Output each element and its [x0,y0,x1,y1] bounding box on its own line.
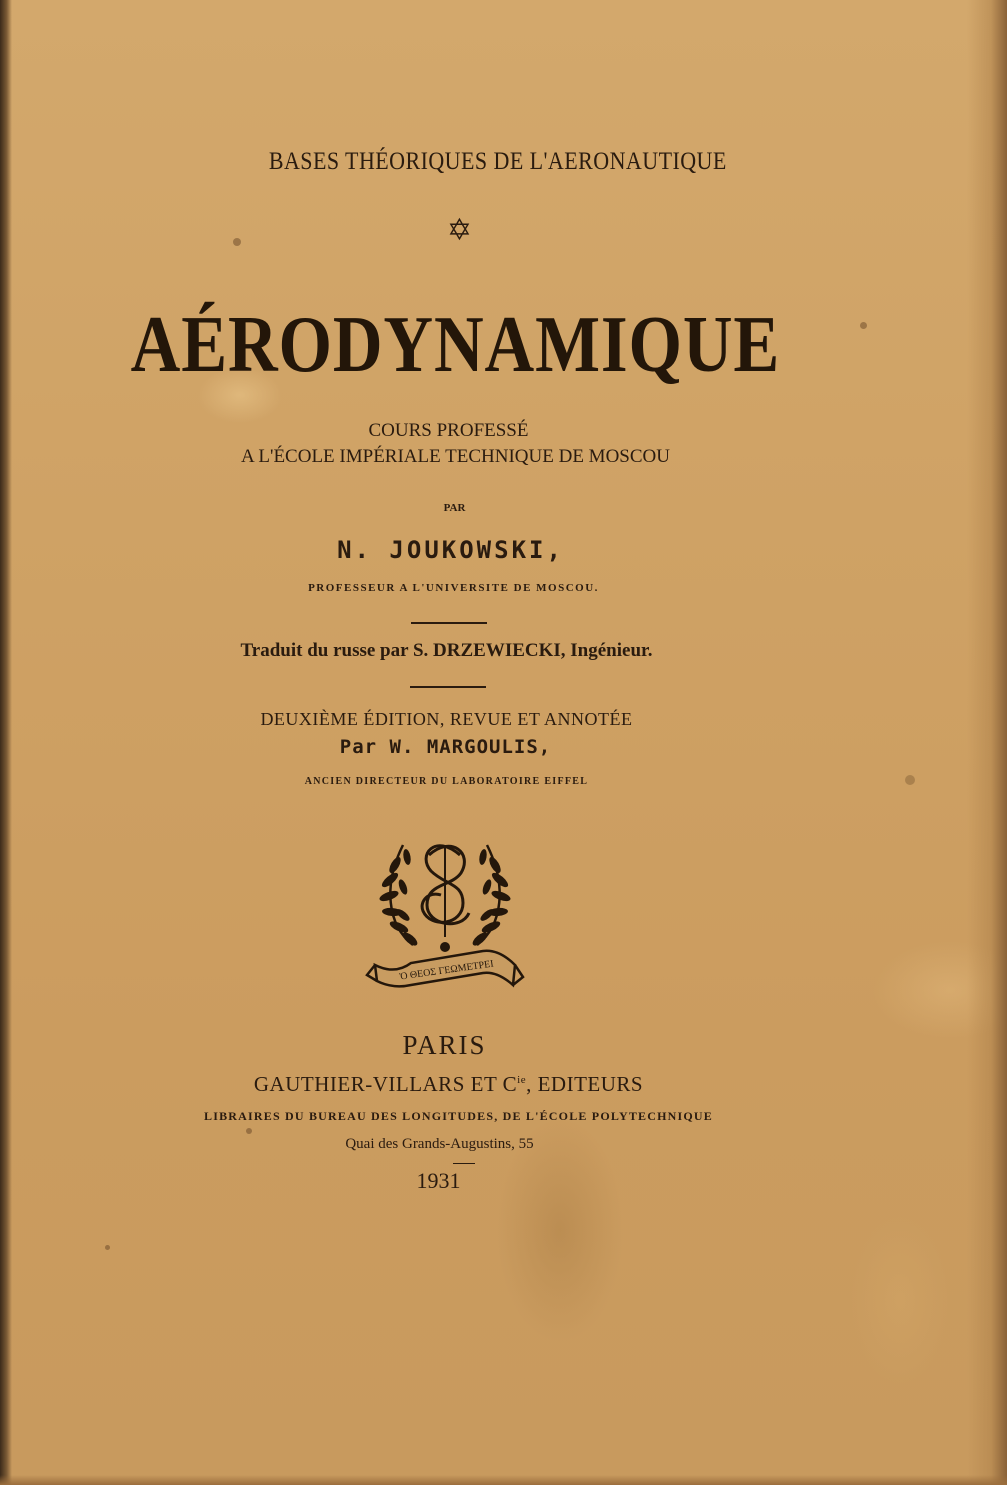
cover-right-edge [967,0,1007,1485]
cover-bottom-edge [0,1475,1007,1485]
star-ornament-icon: ✡ [446,213,473,248]
divider-rule [453,1163,475,1164]
paper-speck [105,1245,110,1250]
divider-rule [411,622,487,624]
by-label: PAR [443,502,466,514]
translator-line: Traduit du russe par S. DRZEWIECKI, Ingénieur. [240,640,653,661]
author-name: N. JOUKOWSKI, [337,536,564,564]
publication-year: 1931 [416,1168,461,1193]
publisher-emblem-icon [365,825,525,997]
divider-rule [410,686,486,688]
editor-title: ANCIEN DIRECTEUR DU LABORATOIRE EIFFEL [304,776,589,787]
city: PARIS [402,1030,487,1060]
course-line-1: COURS PROFESSÉ [368,420,529,441]
author-title: PROFESSEUR A L'UNIVERSITE DE MOSCOU. [308,582,599,594]
emblem-motto: Ὁ ΘΕΟΣ ΓΕΩΜΕΤΡΕΙ [398,958,495,983]
paper-speck [246,1128,252,1134]
editor-name: Par W. MARGOULIS, [339,736,552,758]
series-title: BASES THÉORIQUES DE L'AERONAUTIQUE [268,148,727,175]
course-line-2: A L'ÉCOLE IMPÉRIALE TECHNIQUE DE MOSCOU [241,446,670,467]
publisher-name: GAUTHIER-VILLARS ET C [253,1072,518,1096]
publisher-company-sup: ie [517,1074,527,1086]
book-title: AÉRODYNAMIQUE [130,301,781,389]
edition-line: DEUXIÈME ÉDITION, REVUE ET ANNOTÉE [260,709,633,729]
publisher-suffix: , EDITEURS [526,1072,644,1096]
booksellers-line: LIBRAIRES DU BUREAU DES LONGITUDES, DE L'ÉCOLE POLYTECHNIQUE [204,1109,713,1123]
publisher-line [0,1072,952,1097]
publisher-address: Quai des Grands-Augustins, 55 [345,1136,534,1152]
